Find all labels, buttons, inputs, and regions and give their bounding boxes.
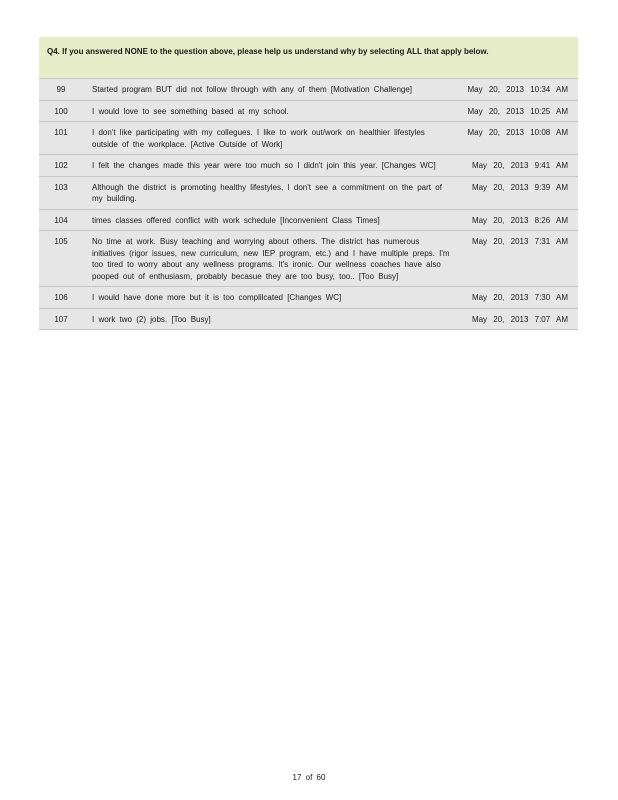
response-number: 103 <box>54 182 68 192</box>
response-number: 100 <box>54 106 68 116</box>
response-date: May 20, 2013 7:31 AM <box>471 237 568 246</box>
response-number: 99 <box>56 85 66 94</box>
survey-response-table <box>39 37 578 330</box>
table-row <box>39 309 578 331</box>
table-row <box>39 101 578 123</box>
response-number: 104 <box>54 215 68 225</box>
response-date: May 20, 2013 8:26 AM <box>471 215 568 225</box>
response-text: No time at work. Busy teaching and worrying about others. The district has numerous initiatives (rigor issues, new curriculum, new IEP program, etc.) and I have multiple preps. I'm too tired to worry about any wellness programs. It's ironic. Our wellness coaches have also pooped out of enthusiasm, probably becasue they are too busy, too.. [Too Busy] <box>92 237 450 281</box>
response-text: I would love to see something based at my school. <box>92 106 289 116</box>
question-header: Q4. If you answered NONE to the question above, please help us understand why by selecting ALL that apply below. <box>39 37 578 79</box>
response-number: 106 <box>54 293 68 302</box>
response-number: 107 <box>54 314 68 324</box>
response-text: times classes offered conflict with work schedule [Inconvenient Class Times] <box>92 215 380 225</box>
response-date: May 20, 2013 10:34 AM <box>467 85 568 94</box>
page-number: 17 of 60 <box>292 773 326 782</box>
response-date: May 20, 2013 7:30 AM <box>471 293 568 302</box>
table-row <box>39 231 578 287</box>
response-text: I work two (2) jobs. [Too Busy] <box>92 314 211 324</box>
response-date: May 20, 2013 7:07 AM <box>471 314 568 324</box>
response-number: 101 <box>54 128 68 137</box>
table-row <box>39 79 578 101</box>
table-row <box>39 122 578 155</box>
response-number: 105 <box>54 237 68 246</box>
response-number: 102 <box>54 161 68 170</box>
response-date: May 20, 2013 10:08 AM <box>467 128 568 137</box>
response-text: I don't like participating with my collegues. I like to work out/work on healthier lifestyles outside of the workplace. [Active Outside of Work] <box>92 128 425 149</box>
response-text: Started program BUT did not follow through with any of them [Motivation Challenge] <box>92 85 413 94</box>
response-text: Although the district is promoting healthy lifestyles, I don't see a commitment on the part of my building. <box>92 182 442 203</box>
response-text: I felt the changes made this year were too much so I didn't join this year. [Changes WC] <box>92 161 436 170</box>
table-row <box>39 155 578 177</box>
response-date: May 20, 2013 9:41 AM <box>471 161 568 170</box>
response-text: I would have done more but it is too complilcated [Changes WC] <box>92 293 342 302</box>
table-row <box>39 177 578 210</box>
table-row <box>39 287 578 309</box>
response-date: May 20, 2013 10:25 AM <box>467 106 568 116</box>
response-date: May 20, 2013 9:39 AM <box>471 182 568 192</box>
table-row <box>39 210 578 232</box>
